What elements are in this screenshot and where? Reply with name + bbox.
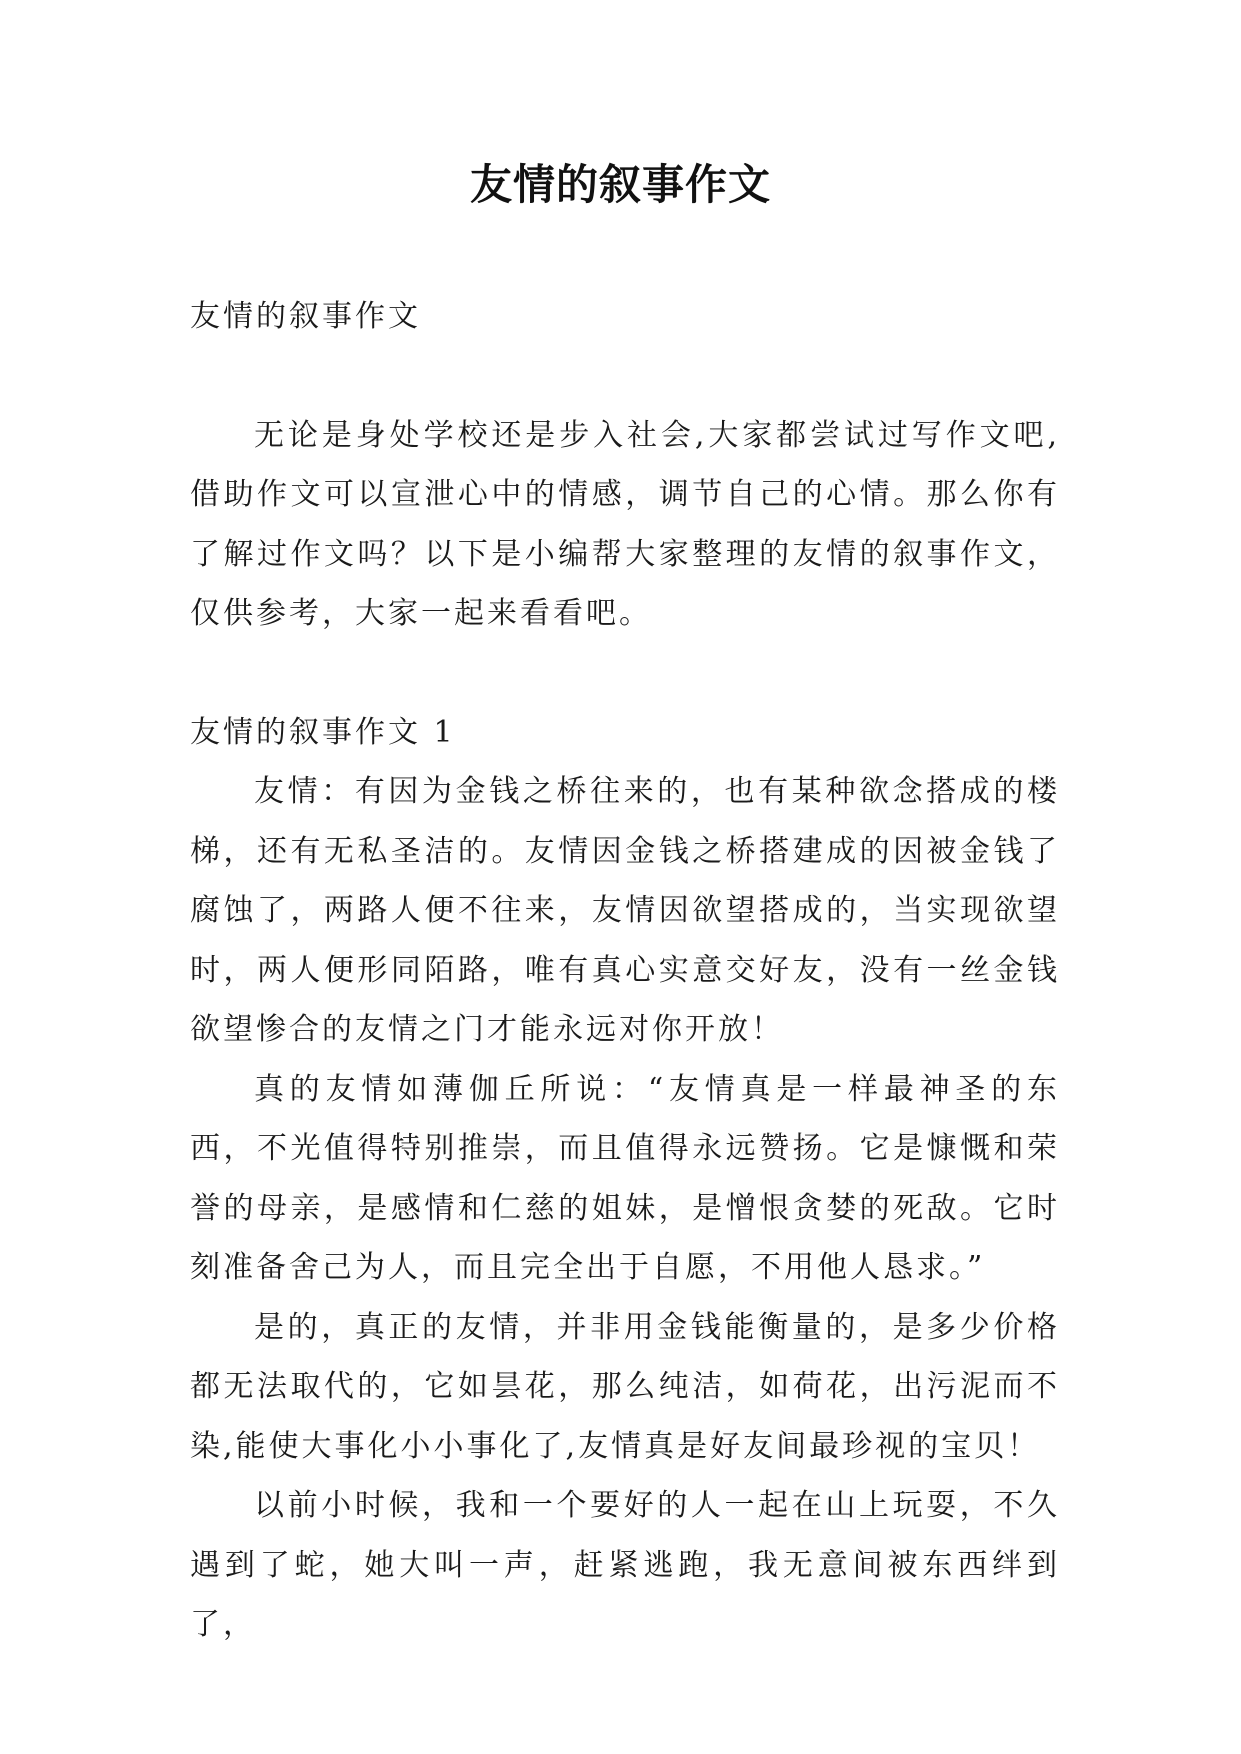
document-body [190, 287, 1060, 1655]
section-heading: 友情的叙事作文 1 [190, 714, 456, 750]
body-paragraph: 友情：有因为金钱之桥往来的，也有某种欲念搭成的楼梯，还有无私圣洁的。友情因金钱之桥搭建成的因被金钱了腐蚀了，两路人便不往来，友情因欲望搭成的，当实现欲望时，两人便形同陌路，唯有真心实意交好友，没有一丝金钱欲望惨合的友情之门才能永远对你开放！ [190, 774, 1060, 1047]
body-paragraph: 以前小时候，我和一个要好的人一起在山上玩耍，不久遇到了蛇，她大叫一声，赶紧逃跑，我无意间被东西绊到了， [190, 1488, 1060, 1642]
document-title: 友情的叙事作文 [469, 160, 771, 209]
body-paragraph: 真的友情如薄伽丘所说：“友情真是一样最神圣的东西，不光值得特别推崇，而且值得永远赞扬。它是慷慨和荣誉的母亲，是感情和仁慈的姐妹，是憎恨贪婪的死敌。它时刻准备舍己为人，而且完全出于自愿，不用他人恳求。” [190, 1071, 1060, 1285]
intro-paragraph: 无论是身处学校还是步入社会,大家都尝试过写作文吧,借助作文可以宣泄心中的情感，调节自己的心情。那么你有了解过作文吗？以下是小编帮大家整理的友情的叙事作文，仅供参考，大家一起来看看吧。 [190, 417, 1060, 631]
body-paragraph: 是的，真正的友情，并非用金钱能衡量的，是多少价格都无法取代的，它如昙花，那么纯洁，如荷花，出污泥而不染,能使大事化小小事化了,友情真是好友间最珍视的宝贝！ [190, 1309, 1060, 1464]
document-subtitle: 友情的叙事作文 [190, 299, 421, 334]
